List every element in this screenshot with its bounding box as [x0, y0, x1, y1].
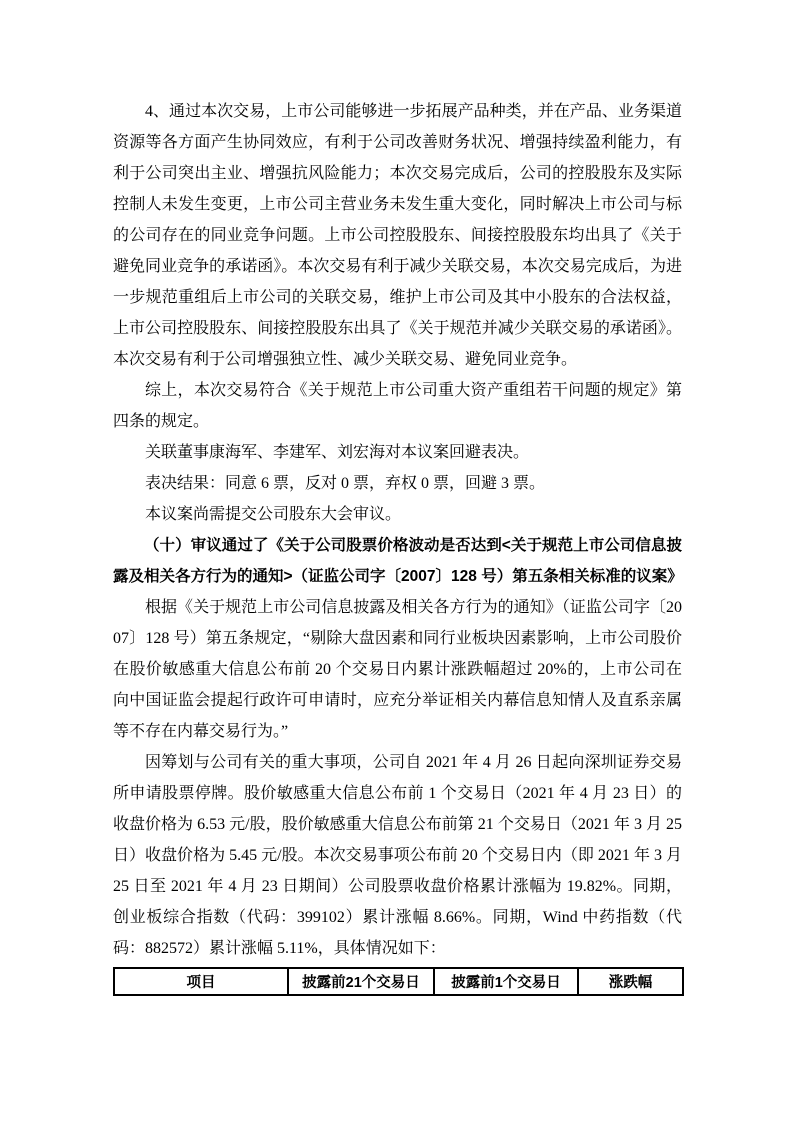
paragraph-conclusion: 综上，本次交易符合《关于规范上市公司重大资产重组若干问题的规定》第四条的规定。 [113, 382, 682, 430]
table-header-change-rate: 涨跌幅 [578, 968, 683, 995]
heading-item-ten: （十）审议通过了《关于公司股票价格波动是否达到<关于规范上市公司信息披露及相关各方行为的通知>（证监公司字〔2007〕128 号）第五条相关标准的议案》 [113, 537, 683, 585]
paragraph-regulation-basis: 根据《关于规范上市公司信息披露及相关各方行为的通知》（证监公司字〔2007〕128 号）第五条规定，“剔除大盘因素和同行业板块因素影响，上市公司股价在股价敏感重大信息公布前 20 个交易日内累计涨跌幅超过 20%的，上市公司在向中国证监会提起行政许可申请时，应充分举证相关内幕信息知情人及直系亲属等不存在内幕交易行为。” [113, 599, 682, 740]
table-header-row [114, 968, 683, 995]
paragraph-vote-result: 表决结果：同意 6 票，反对 0 票，弃权 0 票，回避 3 票。 [145, 475, 546, 492]
table-header-item: 项目 [114, 968, 288, 995]
table-header-21-days-before-disclosure: 披露前21个交易日 [288, 968, 434, 995]
paragraph-stock-price-details: 因筹划与公司有关的重大事项，公司自 2021 年 4 月 26 日起向深圳证券交易所申请股票停牌。股价敏感重大信息公布前 1 个交易日（2021 年 4 月 23 日）的收盘价格为 6.53 元/股，股价敏感重大信息公布前第 21 个交易日（2021 年 3 月 25 日）收盘价格为 5.45 元/股。本次交易事项公布前 20 个交易日内（即 2021 年 3 月 25 日至 2021 年 4 月 23 日期间）公司股票收盘价格累计涨幅为 19.82%。同期，创业板综合指数（代码：399102）累计涨幅 8.66%。同期，Wind 中药指数（代码：882572）累计涨幅 5.11%，具体情况如下： [113, 754, 682, 957]
table-header-1-day-before-disclosure: 披露前1个交易日 [434, 968, 578, 995]
paragraph-transaction-benefits: 4、通过本次交易，上市公司能够进一步拓展产品种类，并在产品、业务渠道资源等各方面产生协同效应，有利于公司改善财务状况、增强持续盈利能力，有利于公司突出主业、增强抗风险能力；本次交易完成后，公司的控股股东及实际控制人未发生变更，上市公司主营业务未发生重大变化，同时解决上市公司与标的公司存在的同业竞争问题。上市公司控股股东、间接控股股东均出具了《关于避免同业竞争的承诺函》。本次交易有利于减少关联交易，本次交易完成后，为进一步规范重组后上市公司的关联交易，维护上市公司及其中小股东的合法权益，上市公司控股股东、间接控股股东出具了《关于规范并减少关联交易的承诺函》。本次交易有利于公司增强独立性、减少关联交易、避免同业竞争。 [113, 103, 682, 368]
paragraph-directors-recusal: 关联董事康海军、李建军、刘宏海对本议案回避表决。 [145, 444, 530, 461]
price-change-table [113, 967, 684, 996]
paragraph-submit-to-shareholders: 本议案尚需提交公司股东大会审议。 [145, 506, 402, 523]
